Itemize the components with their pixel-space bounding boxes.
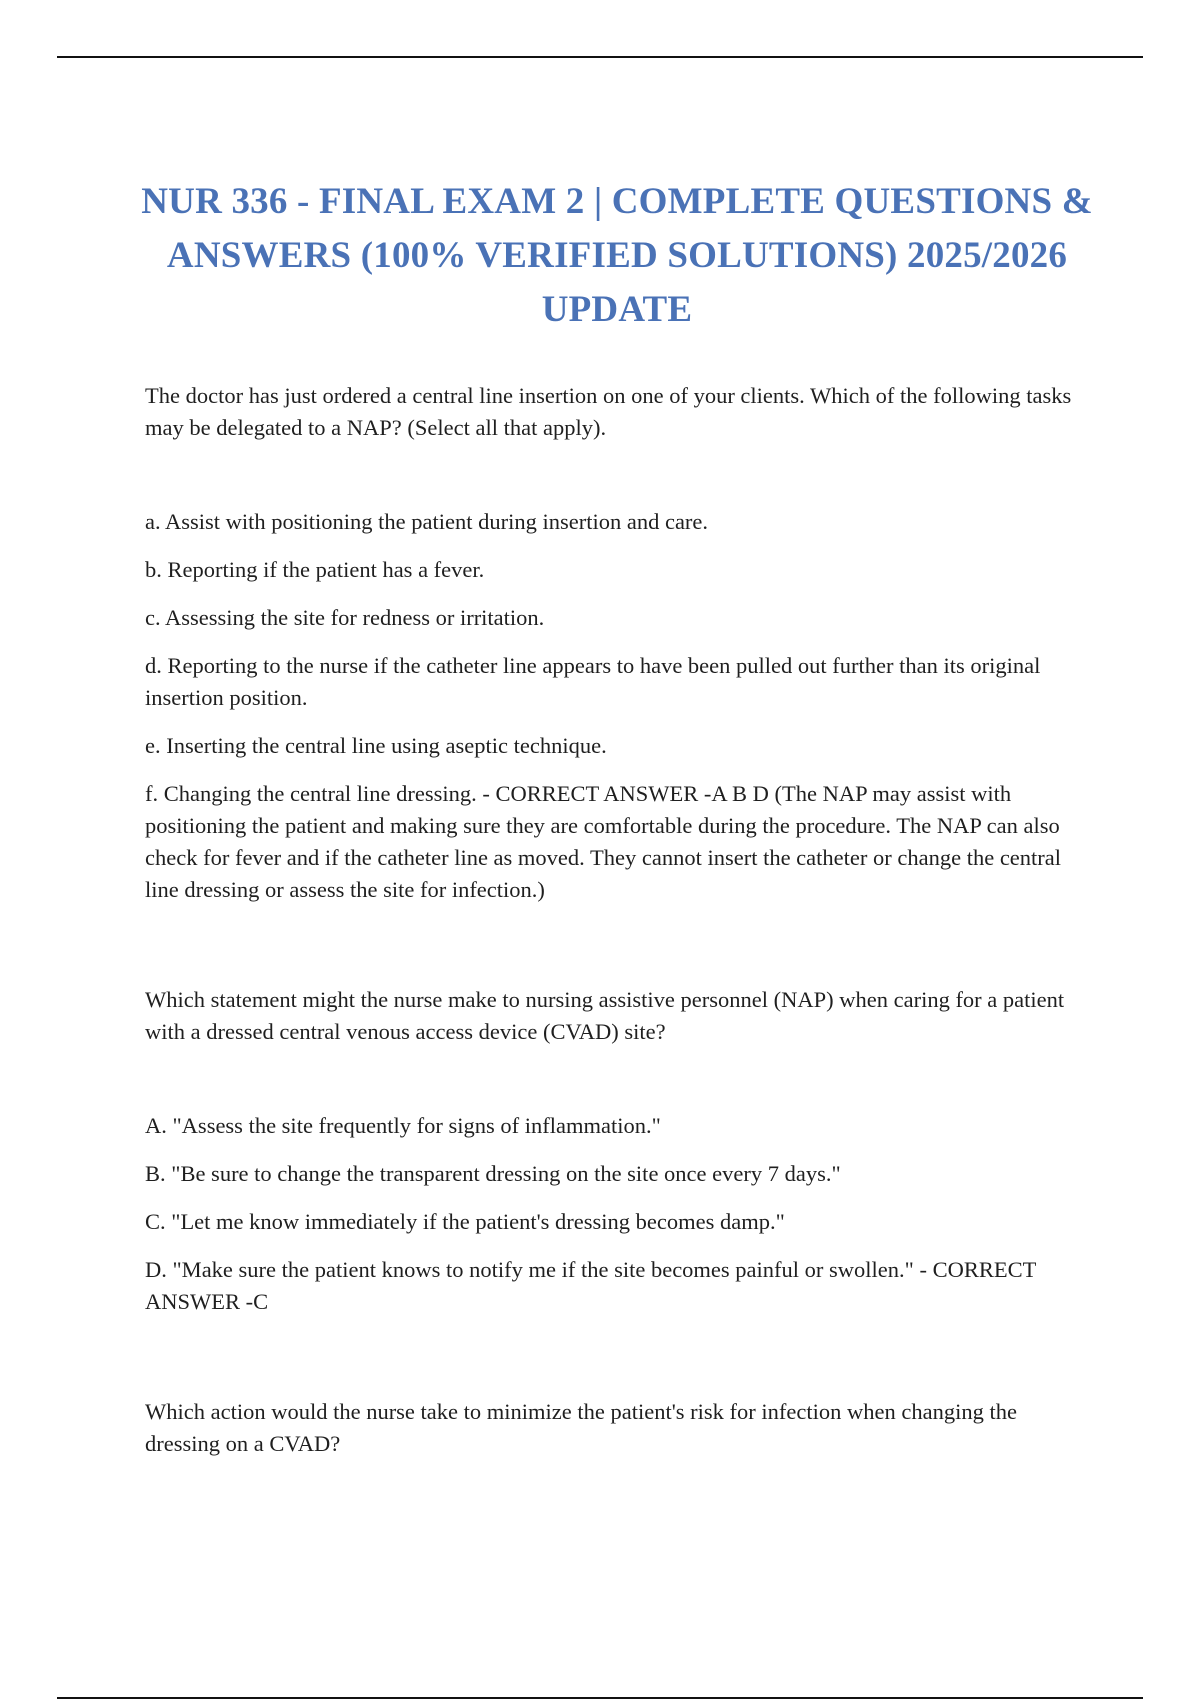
question-2-option-b: B. "Be sure to change the transparent dressing on the site once every 7 days." (145, 1161, 841, 1186)
question-block-1 (145, 380, 1095, 906)
document-title: NUR 336 - FINAL EXAM 2 | COMPLETE QUESTIONS & ANSWERS (100% VERIFIED SOLUTIONS) 2025/2026 UPDATE (141, 180, 1093, 330)
question-2-option-a: A. "Assess the site frequently for signs of inflammation." (145, 1113, 661, 1138)
question-prompt-3: Which action would the nurse take to minimize the patient's risk for infection when changing the dressing on a CVAD? (145, 1399, 1017, 1456)
question-2-option-c: C. "Let me know immediately if the patient's dressing becomes damp." (145, 1209, 785, 1234)
question-1-option-c: c. Assessing the site for redness or irritation. (145, 605, 545, 630)
question-1-option-f-answer: f. Changing the central line dressing. - CORRECT ANSWER -A B D (The NAP may assist with positioning the patient and making sure they are comfortable during the procedure. The NAP can also check for fever and if the catheter line as moved. They cannot insert the catheter or change the central line dressing or assess the site for infection.) (145, 781, 1062, 902)
question-1-option-d: d. Reporting to the nurse if the catheter line appears to have been pulled out further than its original insertion position. (145, 653, 1041, 710)
question-prompt-1: The doctor has just ordered a central line insertion on one of your clients. Which of the following tasks may be delegated to a NAP? (Select all that apply). (145, 383, 1072, 440)
question-block-2 (145, 984, 1095, 1318)
question-1-option-a: a. Assist with positioning the patient during insertion and care. (145, 509, 709, 534)
section-spacer (145, 922, 1095, 984)
question-1-option-b: b. Reporting if the patient has a fever. (145, 557, 485, 582)
section-spacer (145, 1334, 1095, 1396)
question-block-3 (145, 1396, 1095, 1460)
question-prompt-2: Which statement might the nurse make to nursing assistive personnel (NAP) when caring for a patient with a dressed central venous access device (CVAD) site? (145, 987, 1065, 1044)
bottom-rule (57, 1697, 1143, 1699)
question-2-option-d-answer: D. "Make sure the patient knows to notify me if the site becomes painful or swollen." - CORRECT ANSWER -C (145, 1257, 1036, 1314)
document-body (145, 380, 1095, 1522)
question-1-option-e: e. Inserting the central line using aseptic technique. (145, 733, 607, 758)
top-rule (57, 56, 1143, 58)
